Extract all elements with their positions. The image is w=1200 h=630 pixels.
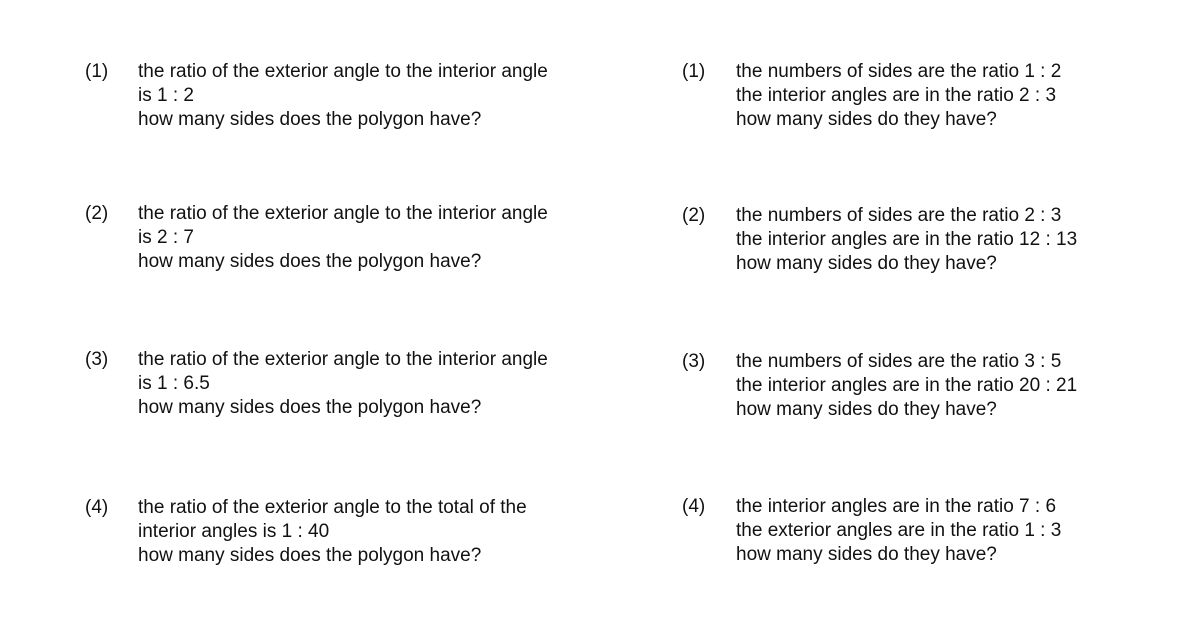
question-line: is 2 : 7 [138,227,194,248]
question-text [138,60,548,132]
question-line: how many sides does the polygon have? [138,397,482,418]
question-line: how many sides does the polygon have? [138,545,482,566]
question-line: the interior angles are in the ratio 2 : 3 [736,85,1057,106]
question-line: the numbers of sides are the ratio 2 : 3 [736,205,1062,226]
question-line: the numbers of sides are the ratio 3 : 5 [736,351,1062,372]
question-text [138,348,548,420]
question-number: (3) [682,351,706,372]
question-text [736,204,1077,276]
question-line: the interior angles are in the ratio 12 : 13 [736,229,1078,250]
question-line: the ratio of the exterior angle to the total of the [138,497,527,518]
question-line: how many sides do they have? [736,109,997,130]
question-line: the ratio of the exterior angle to the interior angle [138,349,548,370]
question-text [138,496,527,568]
question-text [736,495,1061,567]
question-number: (1) [682,61,706,82]
question-number: (3) [85,349,109,370]
question-line: the interior angles are in the ratio 7 : 6 [736,496,1057,517]
question-line: how many sides do they have? [736,253,997,274]
question-number: (2) [682,205,706,226]
question-line: how many sides do they have? [736,399,997,420]
question-line: how many sides does the polygon have? [138,251,482,272]
question-line: interior angles is 1 : 40 [138,521,330,542]
question-text [736,350,1077,422]
question-line: is 1 : 6.5 [138,373,210,394]
question-line: the exterior angles are in the ratio 1 : 3 [736,520,1062,541]
question-line: the numbers of sides are the ratio 1 : 2 [736,61,1062,82]
question-line: how many sides does the polygon have? [138,109,482,130]
question-number: (4) [682,496,706,517]
question-text [138,202,548,274]
question-number: (4) [85,497,109,518]
question-line: the ratio of the exterior angle to the interior angle [138,61,548,82]
question-line: how many sides do they have? [736,544,997,565]
question-text [736,60,1061,132]
question-number: (2) [85,203,109,224]
question-number: (1) [85,61,109,82]
question-line: the interior angles are in the ratio 20 : 21 [736,375,1078,396]
question-line: the ratio of the exterior angle to the interior angle [138,203,548,224]
question-line: is 1 : 2 [138,85,194,106]
